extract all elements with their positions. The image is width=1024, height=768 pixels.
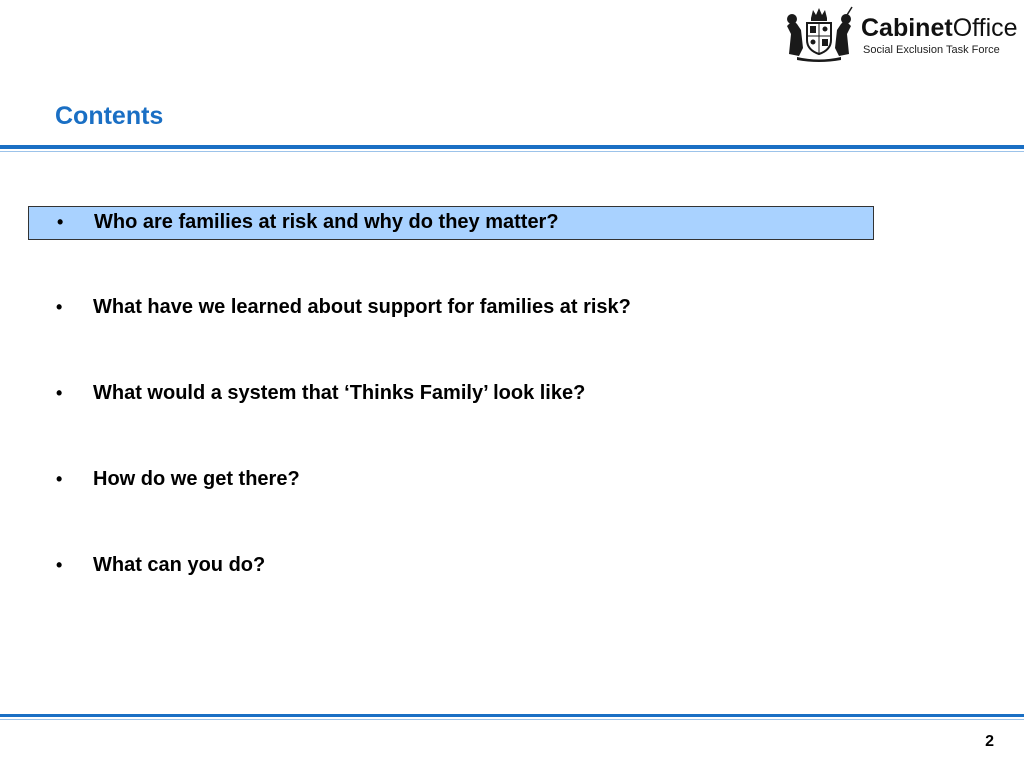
contents-item-text: What can you do? xyxy=(93,554,266,576)
cabinet-office-logo xyxy=(783,4,1021,64)
header-divider xyxy=(0,145,1024,149)
contents-item-4 xyxy=(28,464,874,498)
bullet: • xyxy=(56,297,63,317)
contents-item-text: What would a system that ‘Thinks Family’ look like? xyxy=(93,382,586,404)
royal-coat-of-arms-icon xyxy=(783,4,855,62)
bullet: • xyxy=(56,469,63,489)
bullet: • xyxy=(57,212,64,232)
contents-item-2 xyxy=(28,292,874,326)
contents-item-5 xyxy=(28,550,874,584)
org-subtitle: Social Exclusion Task Force xyxy=(863,44,1000,56)
contents-item-1 xyxy=(28,206,874,240)
bullet: • xyxy=(56,383,63,403)
org-name xyxy=(861,14,1018,42)
bullet: • xyxy=(56,555,63,575)
footer-divider xyxy=(0,714,1024,717)
org-name-light: Office xyxy=(952,14,1018,42)
page-number: 2 xyxy=(985,733,994,750)
contents-item-text: Who are families at risk and why do they matter? xyxy=(94,211,559,233)
contents-item-text: How do we get there? xyxy=(93,468,300,490)
contents-item-text: What have we learned about support for families at risk? xyxy=(93,296,631,318)
slide-title: Contents xyxy=(55,102,164,130)
header-divider-thin xyxy=(0,151,1024,152)
footer-divider-thin xyxy=(0,719,1024,720)
org-name-bold: Cabinet xyxy=(861,14,953,42)
contents-item-3 xyxy=(28,378,874,412)
